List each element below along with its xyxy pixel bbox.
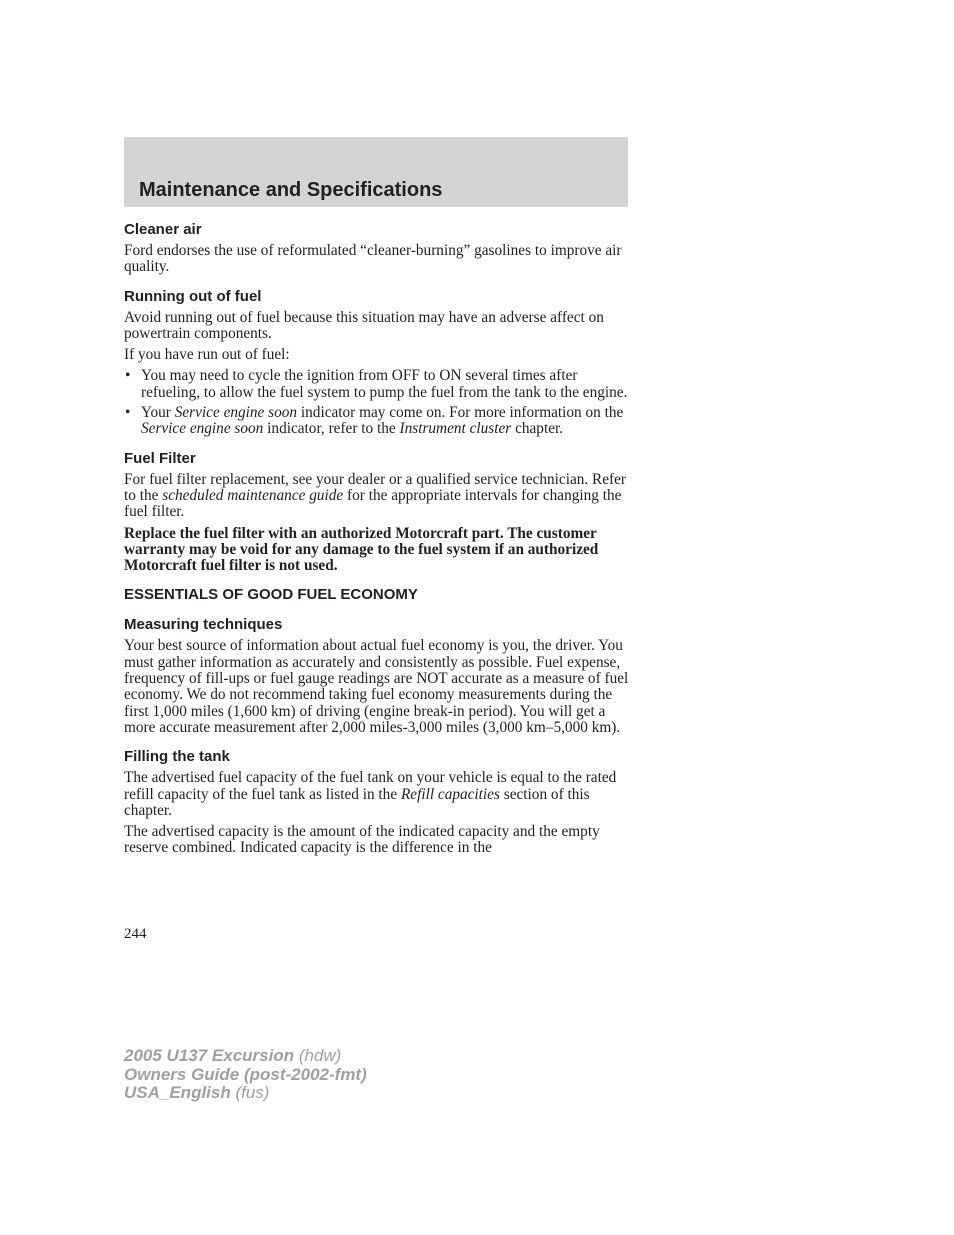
section-title: Maintenance and Specifications [139, 179, 443, 201]
footer-language: USA_English [124, 1083, 231, 1102]
paragraph-running-out-1: Avoid running out of fuel because this situation may have an adverse affect on powertrain components. [124, 308, 604, 342]
list-item-text-part: indicator may come on. For more information on the [297, 404, 624, 422]
paragraph-filling-2: The advertised capacity is the amount of the indicated capacity and the empty reserve combined. Indicated capacity is the difference in the [124, 823, 600, 857]
warning-fuel-filter: Replace the fuel filter with an authorized Motorcraft part. The customer warranty may be void for any damage to the fuel system if an authorized Motorcraft fuel filter is not used. [124, 524, 599, 575]
footer-line-2 [124, 1066, 367, 1085]
paragraph-running-out-2: If you have run out of fuel: [124, 346, 290, 364]
paragraph-filling-1 [124, 770, 630, 819]
list-item-text-part: chapter. [511, 420, 564, 438]
list-item [124, 368, 630, 401]
italic-term: Service engine soon [174, 404, 298, 422]
footer-line-1 [124, 1047, 367, 1066]
paragraph-fuel-filter [124, 472, 630, 521]
paragraph-cleaner-air: Ford endorses the use of reformulated “cleaner-burning” gasolines to improve air quality. [124, 242, 622, 276]
heading-measuring-techniques: Measuring techniques [124, 616, 283, 634]
italic-term: Service engine soon [141, 420, 264, 438]
heading-cleaner-air: Cleaner air [124, 221, 202, 238]
footer-line-3 [124, 1084, 367, 1103]
italic-term: Refill capacities [400, 785, 500, 803]
list-item [124, 405, 630, 438]
footer-model: 2005 U137 Excursion [124, 1046, 295, 1065]
section-header-band [124, 137, 628, 207]
page-content [124, 221, 630, 862]
italic-term: Instrument cluster [399, 420, 512, 438]
page-number: 244 [124, 926, 147, 942]
heading-essentials: ESSENTIALS OF GOOD FUEL ECONOMY [124, 586, 418, 604]
italic-term: scheduled maintenance guide [162, 486, 344, 504]
bullet-icon: • [125, 367, 131, 385]
paragraph-text-part: for the appropriate intervals for changing the fuel filter. [124, 486, 622, 521]
paragraph-text-part: The advertised fuel capacity of the fuel tank on your vehicle is equal to the rated refill capacity of the fuel tank as listed in the [124, 769, 617, 803]
list-item-text: You may need to cycle the ignition from OFF to ON several times after refueling, to allow the fuel system to pump the fuel from the tank to the engine. [141, 367, 628, 401]
bullet-list-running-out [124, 368, 630, 437]
list-item-text-part: Your [141, 404, 175, 422]
document-footer [124, 1047, 367, 1103]
footer-model-code: (hdw) [294, 1046, 342, 1065]
heading-fuel-filter: Fuel Filter [124, 449, 196, 467]
bullet-icon: • [125, 404, 131, 422]
list-item-text-part: indicator, refer to the [263, 420, 400, 438]
paragraph-measuring: Your best source of information about actual fuel economy is you, the driver. You must gather information as accurately and consistently as possible. Fuel expense, frequency of fill-ups or fuel gauge readings are NOT accurate as a measure of fuel economy. We do not recommend taking fuel economy measurements during the first 1,000 miles (1,600 km) of driving (engine break-in period). You will get a more accurate measurement after 2,000 miles-3,000 miles (3,000 km–5,000 km). [124, 637, 629, 736]
heading-filling-the-tank: Filling the tank [124, 748, 230, 766]
footer-guide: Owners Guide (post-2002-fmt) [124, 1064, 367, 1084]
footer-language-code: (fus) [230, 1083, 270, 1102]
heading-running-out-of-fuel: Running out of fuel [124, 287, 262, 305]
paragraph-text-part: section of this chapter. [124, 785, 590, 819]
paragraph-text-part: For fuel filter replacement, see your dealer or a qualified service technician. Refer to the [124, 470, 627, 504]
